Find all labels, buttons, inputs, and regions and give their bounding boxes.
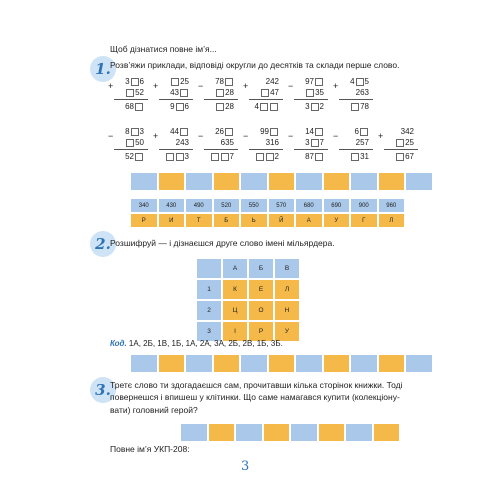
example-operator: + <box>333 81 339 91</box>
full-name-label: Повне ім’я УКП-208: <box>110 444 190 454</box>
example-result: 31 <box>333 151 373 162</box>
answer-cell[interactable] <box>235 423 263 442</box>
example-operator: − <box>243 131 249 141</box>
answer-cell[interactable] <box>323 172 351 191</box>
example-r2-7 <box>378 126 418 162</box>
example-operand-b: 43 <box>153 87 193 98</box>
answer-cell[interactable] <box>378 172 406 191</box>
example-r1-5 <box>288 76 328 112</box>
example-operand-b: 35 <box>288 87 328 98</box>
example-operator: − <box>288 81 294 91</box>
answer-cell[interactable] <box>263 423 291 442</box>
example-operand-a: 25 <box>153 76 193 87</box>
example-operand-a: 44 <box>153 126 193 137</box>
task-1-text: Розв’яжи приклади, відповіді округли до десятків та склади перше слово. <box>110 60 400 70</box>
answer-cell[interactable] <box>373 423 401 442</box>
cipher-header-cell: А <box>222 258 248 279</box>
answer-strip-1 <box>130 172 433 191</box>
example-r2-4 <box>243 126 283 162</box>
answer-number-cell: 550 <box>240 198 268 213</box>
answer-numbers-row <box>130 198 405 213</box>
example-operator: − <box>198 131 204 141</box>
answer-cell[interactable] <box>345 423 373 442</box>
example-operand-b: 243 <box>175 138 189 147</box>
answer-letter-cell: Ь <box>240 213 268 228</box>
answer-number-cell: 690 <box>323 198 351 213</box>
example-r2-3 <box>198 126 238 162</box>
example-result: 3 2 <box>305 102 324 111</box>
example-operator: + <box>153 81 159 91</box>
cipher-header-cell: 1 <box>196 279 222 300</box>
example-result: 7 <box>198 151 238 162</box>
example-result: 3 <box>153 151 193 162</box>
example-r1-4 <box>243 76 283 112</box>
example-r1-6 <box>333 76 373 112</box>
answer-cell[interactable] <box>290 423 318 442</box>
example-r1-1 <box>108 76 148 112</box>
example-operand-b: 3 7 <box>305 138 324 147</box>
answer-number-cell: 340 <box>130 198 158 213</box>
example-operand-b: 263 <box>355 88 369 97</box>
cipher-grid <box>196 258 300 342</box>
example-result: 9 6 <box>170 102 189 111</box>
answer-cell[interactable] <box>130 172 158 191</box>
answer-letter-cell: Л <box>378 213 406 228</box>
example-operand-a: 6 <box>333 126 373 137</box>
example-operand-a: 99 <box>243 126 283 137</box>
answer-cell[interactable] <box>185 172 213 191</box>
cipher-header-cell: В <box>274 258 300 279</box>
task-2-badge: 2. <box>90 231 116 257</box>
answer-number-cell: 960 <box>378 198 406 213</box>
example-operand-b: 28 <box>198 87 238 98</box>
example-result: 2 <box>243 151 283 162</box>
cipher-header-cell: 3 <box>196 321 222 342</box>
answer-table <box>130 198 405 228</box>
answer-number-cell: 520 <box>213 198 241 213</box>
answer-cell[interactable] <box>213 354 241 373</box>
cipher-letter-cell: Н <box>274 300 300 321</box>
answer-cell[interactable] <box>268 172 296 191</box>
example-result: 68 <box>108 101 148 112</box>
answer-strip-3 <box>180 423 400 442</box>
answer-number-cell: 430 <box>158 198 186 213</box>
answer-cell[interactable] <box>180 423 208 442</box>
answer-letter-cell: Й <box>268 213 296 228</box>
page-number: 3 <box>241 459 250 474</box>
cipher-row <box>196 279 300 300</box>
answer-letters-row <box>130 213 405 228</box>
example-r2-6 <box>333 126 373 162</box>
example-operand-b: 50 <box>108 137 148 148</box>
cipher-letter-cell: У <box>274 321 300 342</box>
example-operand-b: 47 <box>243 87 283 98</box>
answer-letter-cell: И <box>158 213 186 228</box>
example-result: 4 <box>243 101 283 112</box>
cipher-header-cell <box>196 258 222 279</box>
example-operand-a: 8 3 <box>125 127 144 136</box>
task-1-badge: 1. <box>90 56 116 82</box>
answer-cell[interactable] <box>185 354 213 373</box>
code-text: 1А, 2Б, 1В, 1Б, 1А, 2А, 3А, 2Б, 2В, 1Б, 3Б. <box>128 339 283 348</box>
example-operator: − <box>288 131 294 141</box>
example-operator: − <box>333 131 339 141</box>
answer-cell[interactable] <box>268 354 296 373</box>
example-operator: − <box>108 131 114 141</box>
example-operand-a: 3 6 <box>125 77 144 86</box>
example-operand-a: 242 <box>265 77 279 86</box>
example-r1-2 <box>153 76 193 112</box>
task-3-badge: 3. <box>90 377 116 403</box>
answer-cell[interactable] <box>158 354 186 373</box>
example-result: 78 <box>333 101 373 112</box>
cipher-header-cell: Б <box>248 258 274 279</box>
example-result: 28 <box>198 101 238 112</box>
example-operator: + <box>108 81 114 91</box>
answer-letter-cell: Г <box>350 213 378 228</box>
answer-cell[interactable] <box>240 354 268 373</box>
answer-cell[interactable] <box>405 354 433 373</box>
example-operator: + <box>378 131 384 141</box>
example-operand-a: 26 <box>198 126 238 137</box>
answer-cell[interactable] <box>318 423 346 442</box>
example-result: 67 <box>378 151 418 162</box>
answer-cell[interactable] <box>295 354 323 373</box>
example-result: 87 <box>288 151 328 162</box>
answer-letter-cell: Б <box>213 213 241 228</box>
example-operand-b: 52 <box>108 87 148 98</box>
cipher-letter-cell: Л <box>274 279 300 300</box>
answer-cell[interactable] <box>158 172 186 191</box>
answer-cell[interactable] <box>350 172 378 191</box>
answer-letter-cell: У <box>323 213 351 228</box>
answer-cell[interactable] <box>405 172 433 191</box>
example-operator: − <box>198 81 204 91</box>
answer-cell[interactable] <box>130 354 158 373</box>
example-operator: + <box>243 81 249 91</box>
code-line <box>110 339 283 348</box>
task-3-text: Третє слово ти здогадаєшся сам, прочитавши кілька сторінок книжки. Тоді повернешся і впишеш у клітинки. Що саме намагався купити (колекціону-вати) головний герой? <box>110 380 403 415</box>
answer-letter-cell: А <box>295 213 323 228</box>
cipher-letter-cell: Р <box>248 321 274 342</box>
answer-letter-cell: Р <box>130 213 158 228</box>
example-operator: + <box>153 131 159 141</box>
example-operand-a: 4 5 <box>350 77 369 86</box>
example-r1-3 <box>198 76 238 112</box>
example-operand-b: 25 <box>378 137 418 148</box>
task-2-text: Розшифруй — і дізнаєшся друге слово імені мільярдера. <box>110 238 335 248</box>
example-r2-2 <box>153 126 193 162</box>
cipher-row <box>196 300 300 321</box>
cipher-letter-cell: К <box>222 279 248 300</box>
answer-letter-cell: Т <box>185 213 213 228</box>
example-operand-b: 316 <box>265 138 279 147</box>
answer-strip-2 <box>130 354 433 373</box>
cipher-letter-cell: І <box>222 321 248 342</box>
example-r2-5 <box>288 126 328 162</box>
example-operand-a: 342 <box>400 127 414 136</box>
example-operand-a: 97 <box>288 76 328 87</box>
cipher-row <box>196 258 300 279</box>
example-r2-1 <box>108 126 148 162</box>
example-operand-b: 257 <box>355 138 369 147</box>
code-label: Код. <box>110 339 127 348</box>
cipher-letter-cell: О <box>248 300 274 321</box>
cipher-letter-cell: Е <box>248 279 274 300</box>
example-result: 52 <box>108 151 148 162</box>
cipher-letter-cell: Ц <box>222 300 248 321</box>
answer-cell[interactable] <box>323 354 351 373</box>
answer-cell[interactable] <box>350 354 378 373</box>
answer-number-cell: 490 <box>185 198 213 213</box>
answer-cell[interactable] <box>378 354 406 373</box>
answer-number-cell: 570 <box>268 198 296 213</box>
answer-cell[interactable] <box>213 172 241 191</box>
example-operand-a: 14 <box>288 126 328 137</box>
intro-text: Щоб дізнатися повне ім’я... <box>110 44 217 54</box>
answer-cell[interactable] <box>208 423 236 442</box>
answer-number-cell: 680 <box>295 198 323 213</box>
answer-cell[interactable] <box>295 172 323 191</box>
cipher-header-cell: 2 <box>196 300 222 321</box>
answer-number-cell: 900 <box>350 198 378 213</box>
example-operand-b: 635 <box>220 138 234 147</box>
example-operand-a: 78 <box>198 76 238 87</box>
answer-cell[interactable] <box>240 172 268 191</box>
